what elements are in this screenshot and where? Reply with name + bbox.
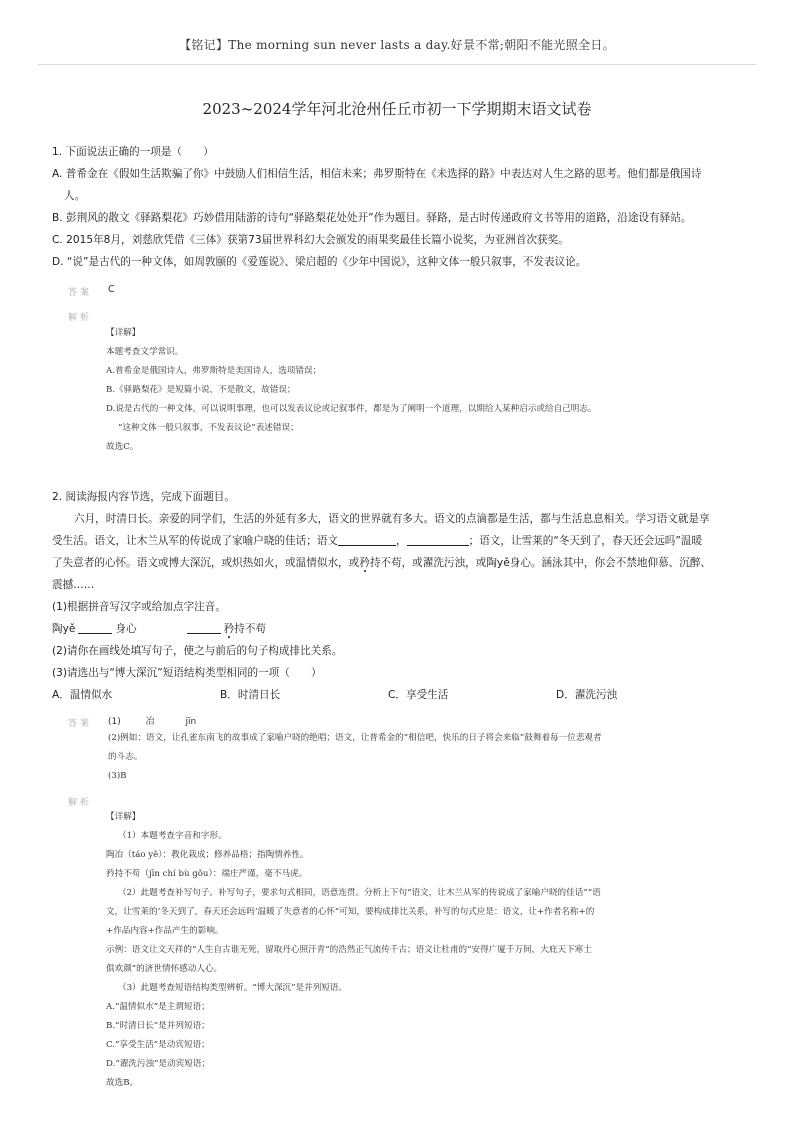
option-d: D．濯洗污浊	[556, 689, 618, 701]
question-1-option-d: D. “说”是古代的一种文体，如周敦颐的《爱莲说》、梁启超的《少年中国说》，这种文体一般只叙事，不发表议论。	[52, 256, 587, 268]
analysis-line: 文，让雪莱的‘冬天到了，春天还会远吗’温暖了失意者的心怀”可知，要构成排比关系，补写的句式应是：语文，让+作者名称+的	[106, 907, 595, 917]
answer-index: (1)	[108, 717, 121, 727]
answer-label-2: 答案	[68, 719, 93, 729]
analysis-line: 矜持不苟（jīn chí bù gǒu）：端庄严谨，毫不马虎。	[106, 869, 308, 879]
question-2-analysis	[106, 808, 746, 1093]
analysis-line: （2）此题考查补写句子。补写句子，要求句式相同，语意连贯。分析上下句“语文，让木兰从军的传说成了家喻户晓的佳话”“语	[118, 888, 601, 898]
question-2-answers	[108, 729, 748, 786]
header-divider	[38, 64, 756, 65]
passage-text: 了失意者的心怀。语文或博大深沉，或炽热如火，或温情似水，或	[52, 557, 360, 569]
blank-line[interactable]	[407, 533, 469, 546]
dotted-char: 矜	[359, 557, 370, 569]
analysis-line: C.“享受生活”是动宾短语；	[106, 1040, 210, 1050]
analysis-line: 故选C。	[106, 442, 139, 452]
header-motto: 【铭记】The morning sun never lasts a day.好景不常;朝阳不能光照全日。	[179, 38, 615, 52]
answer-value: jīn	[185, 717, 197, 727]
analysis-label-2: 解析	[68, 798, 93, 808]
answer-label-1: 答案	[68, 288, 93, 298]
passage-line: 六月，时清日长。亲爱的同学们，生活的外延有多大，语文的世界就有多大。语文的点滴都是生活，都与生活息息相关。学习语文就是享	[74, 513, 710, 525]
question-1-option-a-cont: 人。	[64, 190, 86, 202]
question-1	[52, 141, 744, 273]
analysis-line: 【详解】	[106, 328, 141, 338]
answer-line: 的斗志。	[108, 752, 143, 762]
analysis-line: A.“温情似水”是主谓短语；	[106, 1002, 210, 1012]
passage-text: 受生活。语文，让木兰从军的传说成了家喻户晓的佳话；语文	[52, 535, 339, 547]
analysis-line: D.“濯洗污浊”是动宾短语；	[106, 1059, 211, 1069]
sub-question-2: (2)请你在画线处填写句子，使之与前后的句子构成排比关系。	[52, 645, 343, 657]
analysis-line: D.说是古代的一种文体，可以说明事理，也可以发表议论或记叙事件，都是为了阐明一个道理，以期给人某种启示或给自己明志。	[106, 404, 597, 414]
answer-line: (2)例如：语文，让孔雀东南飞的故事成了家喻户晓的绝唱；语文，让普希金的“相信吧，快乐的日子将会来临”鼓舞着每一位悲观者	[108, 733, 602, 743]
analysis-label-1: 解析	[68, 313, 93, 323]
question-1-option-b: B. 彭荆风的散文《驿路梨花》巧妙借用陆游的诗句“驿路梨花处处开”作为题目。驿路，是古时传递政府文书等用的道路，沿途设有驿站。	[52, 212, 692, 224]
fill-label: 持不苟	[234, 623, 266, 635]
passage-line	[52, 530, 744, 552]
blank-line[interactable]	[338, 533, 396, 546]
passage-text: 持不苟，或濯洗污浊，或陶yě身心。涵泳其中，你会不禁地仰慕、沉醉、	[369, 557, 712, 569]
dotted-char: 矜	[223, 623, 235, 635]
analysis-line: 陶冶（táo yě）：教化栽成；修养品格；指陶情养性。	[106, 850, 309, 860]
answer-line: (3)B	[108, 771, 127, 781]
passage-line: 震撼……	[52, 579, 95, 591]
analysis-line: 本题考查文学常识。	[106, 347, 184, 357]
fill-in-row	[52, 618, 744, 640]
analysis-line: “这种文体一般只叙事，不发表议论”表述错误；	[118, 423, 299, 433]
fill-label: 身心	[115, 623, 137, 635]
analysis-line: 俱欢颜”的济世情怀感动人心。	[106, 964, 223, 974]
analysis-line: （3）此题考查短语结构类型辨析。“博大深沉”是并列短语。	[118, 983, 348, 993]
blank-line[interactable]	[78, 621, 112, 634]
analysis-line: B.“时清日长”是并列短语；	[106, 1021, 210, 1031]
option-a: A．温情似水	[52, 689, 113, 701]
analysis-line: 【详解】	[106, 812, 141, 822]
option-b: B．时清日长	[220, 689, 281, 701]
fill-label: 陶yě	[52, 623, 76, 635]
question-2-answer-1	[108, 714, 196, 727]
analysis-line: +作品内容+作品产生的影响。	[106, 926, 224, 936]
question-1-stem: 1. 下面说法正确的一项是（ ）	[52, 146, 214, 158]
analysis-line: B.《驿路梨花》是短篇小说，不是散文，故错误；	[106, 385, 296, 395]
sub-question-3-options	[52, 684, 744, 706]
sub-question-1: (1)根据拼音写汉字或给加点字注音。	[52, 601, 226, 613]
question-1-option-c: C. 2015年8月，刘慈欣凭借《三体》获第73届世界科幻大会颁发的雨果奖最佳长篇小说奖，为亚洲首次获奖。	[52, 234, 569, 246]
question-1-answer: C	[108, 284, 115, 295]
analysis-line: 示例：语文让文天祥的“人生自古谁无死，留取丹心照汗青”的浩然正气流传千古；语文让杜甫的“安得广厦千万间，大庇天下寒士	[106, 945, 592, 955]
answer-value: 冶	[145, 717, 155, 727]
analysis-line: 故选B。	[106, 1078, 139, 1088]
sub-question-3: (3)请选出与“博大深沉”短语结构类型相同的一项（ ）	[52, 667, 322, 679]
option-c: C．享受生活	[388, 689, 449, 701]
question-1-analysis	[106, 324, 746, 457]
passage-text: ，	[396, 535, 407, 547]
analysis-line: （1）本题考查字音和字形。	[118, 831, 227, 841]
question-2	[52, 486, 744, 706]
blank-line[interactable]	[187, 621, 221, 634]
passage-text: ；语文，让雪莱的“冬天到了，春天还会远吗”温暖	[468, 535, 703, 547]
question-1-option-a: A. 普希金在《假如生活欺骗了你》中鼓励人们相信生活，相信未来；弗罗斯特在《未选择的路》中表达对人生之路的思考。他们都是俄国诗	[52, 168, 702, 180]
analysis-line: A.普希金是俄国诗人，弗罗斯特是美国诗人，选项错误；	[106, 366, 322, 376]
page-title: 2023~2024学年河北沧州任丘市初一下学期期末语文试卷	[202, 100, 592, 118]
passage-line	[52, 552, 744, 574]
question-2-stem: 2. 阅读海报内容节选，完成下面题目。	[52, 491, 235, 503]
